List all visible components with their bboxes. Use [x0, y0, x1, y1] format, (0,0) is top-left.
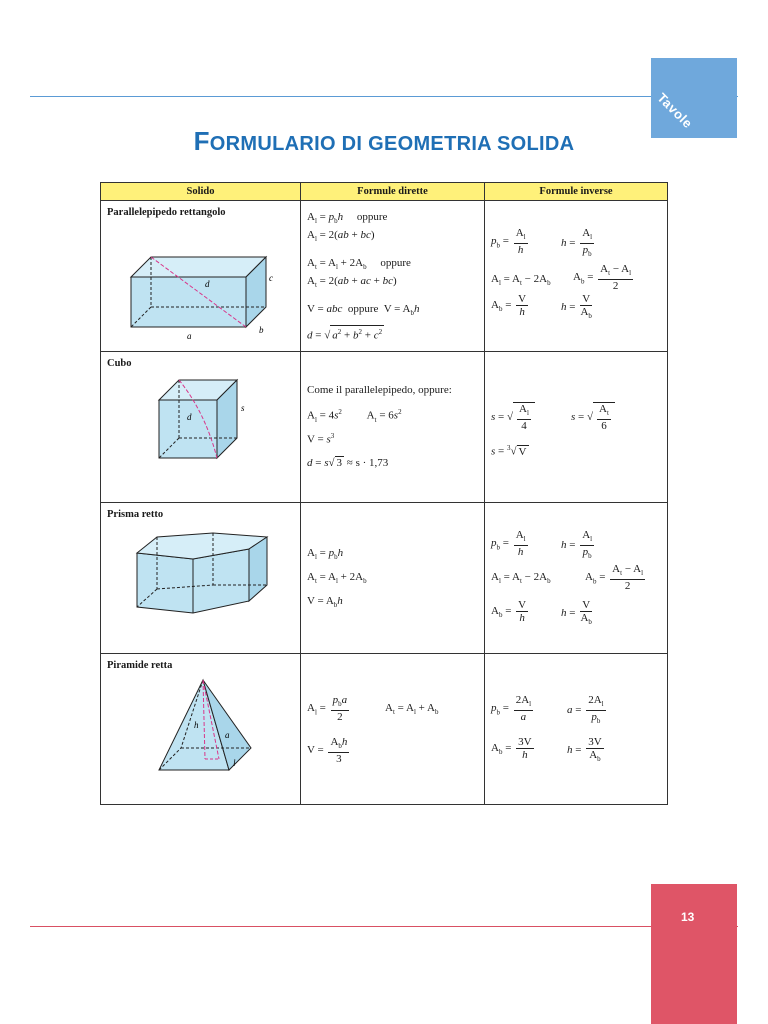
- row-pyramid: [101, 654, 668, 805]
- solid-name: Piramide retta: [107, 660, 173, 671]
- top-rule: [30, 96, 738, 97]
- label-a: a: [225, 730, 230, 740]
- page-title: FORMULARIO DI GEOMETRIA SOLIDA: [193, 126, 575, 156]
- label-d: d: [205, 279, 210, 289]
- label-c: c: [269, 273, 273, 283]
- inverse-formulas-cube: s = √ $\frac{A_l}{4}$ s = √ $\frac{A_t}{6}$ s = $^3$√ V: [485, 352, 667, 502]
- solid-name: Prisma retto: [107, 509, 164, 520]
- label-a: a: [187, 331, 192, 341]
- header-inverse: Formule inverse: [485, 183, 668, 201]
- header-solid: Solido: [101, 183, 301, 201]
- label-b: b: [259, 325, 264, 335]
- row-parallelepiped: [101, 201, 668, 352]
- inverse-formulas-pyramid: $p_b$ = $\frac{2A_l}{a}$ a = $\frac{2A_l}{p_b}$ $A_b$ = $\frac{3V}{h}$ h = $\frac{3V}{A_b}$: [491, 694, 604, 764]
- page-number: 13: [681, 910, 695, 924]
- label-d: d: [187, 412, 192, 422]
- solid-name: Parallelepipedo rettangolo: [107, 207, 226, 218]
- solid-name: Cubo: [107, 358, 132, 369]
- direct-formulas-parallelepiped: $A_l = p_bh$ oppure $A_l = 2(ab + bc)$ $A_t = A_l + 2A_b$ oppure $A_t = 2(ab$ + ac + bc) V = abc oppure $V = A_bh$ d = √ $a^2 + b^2 + c^2$: [307, 211, 420, 342]
- label-l: l: [233, 758, 236, 768]
- label-h: h: [194, 720, 199, 730]
- page-number-tab: [651, 884, 737, 1024]
- bottom-rule: [30, 926, 738, 927]
- direct-formulas-prism: $A_l = p_bh$ $A_t = A_l + 2A_b$ $V = A_bh$: [307, 547, 367, 610]
- direct-formulas-cube: Come il parallelepipedo, oppure: $A_l = 4s^2$ $A_t = 6s^2$ $V = s^3$ d = s√ 3 ≈ s · 1,73: [307, 384, 452, 469]
- header-direct: Formule dirette: [301, 183, 485, 201]
- inverse-formulas-parallelepiped: $p_b$ = $\frac{A_l}{h}$ h = $\frac{A_l}{p_b}$ $A_l = A_t - 2A_b$ $A_b$ = $\frac{A_t - A_l}{2}$ $A_b$ = $\frac{V}{h}$ h = $\frac{V}{A_b}$: [491, 227, 632, 321]
- inverse-formulas-prism: $p_b$ = $\frac{A_l}{h}$ h = $\frac{A_l}{p_b}$ $A_l = A_t - 2A_b$ $A_b$ = $\frac{A_t - A_l}{2}$ $A_b$ = $\frac{V}{h}$ h = $\frac{V}{A_b}$: [491, 529, 644, 627]
- pyramid-figure: [101, 674, 301, 802]
- formula-table: [100, 182, 668, 805]
- parallelepiped-figure: [101, 221, 301, 349]
- cube-figure: [101, 372, 301, 500]
- row-cube: [101, 352, 668, 503]
- prism-figure: [101, 523, 301, 651]
- row-prism: [101, 503, 668, 654]
- section-tab-label: Tavole: [654, 90, 696, 132]
- direct-formulas-pyramid: $A_l$ = $p_ba$ 2 $A_t = A_l + A_b$ V = $A_bh$ 3: [307, 694, 439, 766]
- label-s: s: [241, 403, 245, 413]
